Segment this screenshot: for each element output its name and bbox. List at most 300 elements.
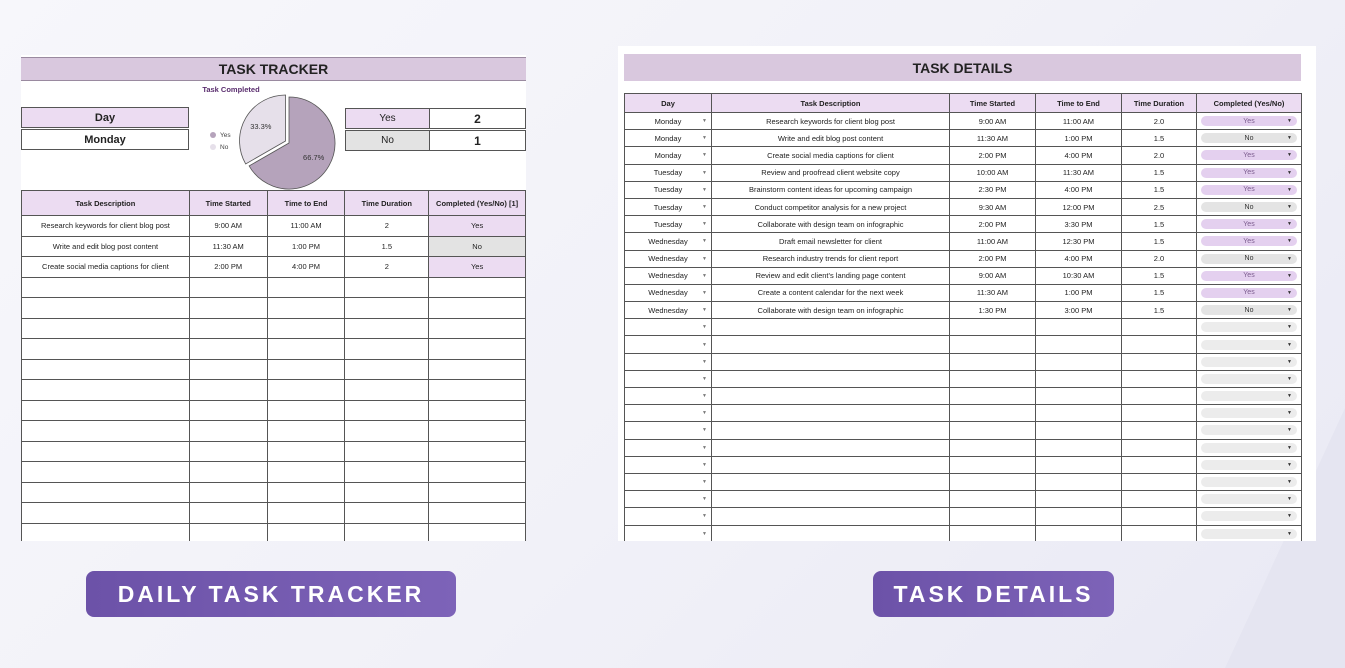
empty-cell[interactable] [22, 482, 190, 503]
empty-cell[interactable] [189, 298, 267, 319]
completed-dropdown-cell[interactable] [1197, 473, 1302, 490]
table-cell[interactable]: 1.5 [345, 236, 429, 257]
completed-dropdown-cell[interactable] [1197, 233, 1302, 250]
completed-status-chip[interactable] [1201, 185, 1297, 195]
caret-down-icon[interactable]: ▼ [702, 444, 707, 451]
completed-status-chip[interactable] [1201, 322, 1297, 332]
caret-down-icon[interactable]: ▼ [702, 169, 707, 176]
table-cell[interactable]: 12:00 PM [1036, 198, 1122, 215]
table-cell[interactable]: 2:00 PM [950, 250, 1036, 267]
caret-down-icon[interactable]: ▼ [702, 118, 707, 125]
table-cell[interactable]: 9:00 AM [950, 267, 1036, 284]
caret-down-icon[interactable]: ▼ [702, 324, 707, 331]
completed-dropdown-cell[interactable] [1197, 284, 1302, 301]
table-cell[interactable]: Collaborate with design team on infographic [712, 302, 950, 319]
table-cell[interactable]: Research keywords for client blog post [22, 216, 190, 237]
empty-cell[interactable] [345, 339, 429, 360]
table-cell[interactable]: 1.5 [1122, 164, 1197, 181]
caret-down-icon[interactable]: ▼ [1287, 358, 1292, 365]
caret-down-icon[interactable]: ▼ [1287, 169, 1292, 176]
day-dropdown-cell[interactable] [625, 336, 712, 353]
caret-down-icon[interactable]: ▼ [1287, 289, 1292, 296]
table-cell[interactable]: Review and proofread client website copy [712, 164, 950, 181]
empty-cell[interactable] [429, 339, 526, 360]
day-dropdown-cell[interactable] [625, 198, 712, 215]
table-cell[interactable] [712, 456, 950, 473]
table-cell[interactable] [1036, 473, 1122, 490]
caret-down-icon[interactable]: ▼ [702, 496, 707, 503]
completed-status-chip[interactable] [1201, 133, 1297, 143]
table-cell[interactable]: Collaborate with design team on infographic [712, 216, 950, 233]
table-cell[interactable]: 11:30 AM [1036, 164, 1122, 181]
caret-down-icon[interactable]: ▼ [702, 513, 707, 520]
completed-status-chip[interactable] [1201, 236, 1297, 246]
empty-cell[interactable] [429, 462, 526, 483]
table-cell[interactable] [1036, 336, 1122, 353]
completed-status-chip[interactable] [1201, 477, 1297, 487]
day-dropdown-cell[interactable] [625, 405, 712, 422]
table-cell[interactable] [712, 422, 950, 439]
caret-down-icon[interactable]: ▼ [1287, 204, 1292, 211]
table-cell[interactable]: 1.5 [1122, 181, 1197, 198]
caret-down-icon[interactable]: ▼ [1287, 135, 1292, 142]
day-dropdown-cell[interactable] [625, 130, 712, 147]
completed-dropdown-cell[interactable] [1197, 130, 1302, 147]
day-dropdown-cell[interactable] [625, 491, 712, 508]
completed-dropdown-cell[interactable] [1197, 319, 1302, 336]
table-cell[interactable] [1036, 388, 1122, 405]
empty-cell[interactable] [267, 441, 345, 462]
empty-cell[interactable] [189, 441, 267, 462]
table-cell[interactable]: Draft email newsletter for client [712, 233, 950, 250]
caret-down-icon[interactable]: ▼ [702, 152, 707, 159]
table-cell[interactable]: 9:00 AM [950, 113, 1036, 130]
table-cell[interactable]: 10:30 AM [1036, 267, 1122, 284]
empty-cell[interactable] [189, 482, 267, 503]
table-cell[interactable] [1122, 439, 1197, 456]
empty-cell[interactable] [345, 421, 429, 442]
empty-cell[interactable] [189, 380, 267, 401]
table-cell[interactable]: Research industry trends for client report [712, 250, 950, 267]
table-cell[interactable]: Write and edit blog post content [712, 130, 950, 147]
caret-down-icon[interactable]: ▼ [1287, 186, 1292, 193]
table-cell[interactable]: 1.5 [1122, 284, 1197, 301]
completed-status-chip[interactable] [1201, 443, 1297, 453]
empty-cell[interactable] [267, 318, 345, 339]
empty-cell[interactable] [267, 400, 345, 421]
day-dropdown-cell[interactable] [625, 353, 712, 370]
table-cell[interactable]: 2:00 PM [950, 216, 1036, 233]
day-dropdown-cell[interactable] [625, 508, 712, 525]
caret-down-icon[interactable]: ▼ [702, 307, 707, 314]
completed-dropdown-cell[interactable] [1197, 353, 1302, 370]
empty-cell[interactable] [267, 298, 345, 319]
empty-cell[interactable] [267, 462, 345, 483]
caret-down-icon[interactable]: ▼ [1287, 513, 1292, 520]
table-cell[interactable]: Create a content calendar for the next week [712, 284, 950, 301]
caret-down-icon[interactable]: ▼ [702, 461, 707, 468]
caret-down-icon[interactable]: ▼ [702, 375, 707, 382]
table-cell[interactable]: 2:30 PM [950, 181, 1036, 198]
completed-status-chip[interactable] [1201, 168, 1297, 178]
table-cell[interactable] [712, 525, 950, 541]
empty-cell[interactable] [22, 339, 190, 360]
table-cell[interactable] [1036, 491, 1122, 508]
table-cell[interactable]: Conduct competitor analysis for a new project [712, 198, 950, 215]
table-cell[interactable]: 11:00 AM [1036, 113, 1122, 130]
table-cell[interactable]: Yes [429, 216, 526, 237]
table-cell[interactable] [1122, 319, 1197, 336]
empty-cell[interactable] [345, 277, 429, 298]
table-cell[interactable]: 1.5 [1122, 216, 1197, 233]
table-cell[interactable]: Review and edit client's landing page content [712, 267, 950, 284]
empty-cell[interactable] [22, 441, 190, 462]
caret-down-icon[interactable]: ▼ [1287, 479, 1292, 486]
table-cell[interactable] [1122, 422, 1197, 439]
empty-cell[interactable] [267, 421, 345, 442]
caret-down-icon[interactable]: ▼ [702, 255, 707, 262]
empty-cell[interactable] [345, 298, 429, 319]
completed-status-chip[interactable] [1201, 374, 1297, 384]
day-dropdown-cell[interactable] [625, 439, 712, 456]
table-cell[interactable] [712, 405, 950, 422]
table-cell[interactable] [950, 439, 1036, 456]
empty-cell[interactable] [189, 421, 267, 442]
empty-cell[interactable] [22, 318, 190, 339]
day-dropdown-cell[interactable] [625, 267, 712, 284]
table-cell[interactable] [1036, 439, 1122, 456]
caret-down-icon[interactable]: ▼ [1287, 341, 1292, 348]
empty-cell[interactable] [429, 441, 526, 462]
day-dropdown-cell[interactable] [625, 233, 712, 250]
table-cell[interactable] [950, 508, 1036, 525]
completed-dropdown-cell[interactable] [1197, 267, 1302, 284]
empty-cell[interactable] [429, 400, 526, 421]
table-cell[interactable]: 2.5 [1122, 198, 1197, 215]
caret-down-icon[interactable]: ▼ [1287, 375, 1292, 382]
day-dropdown-cell[interactable] [625, 113, 712, 130]
table-cell[interactable] [1122, 370, 1197, 387]
completed-dropdown-cell[interactable] [1197, 405, 1302, 422]
empty-cell[interactable] [22, 359, 190, 380]
completed-status-chip[interactable] [1201, 391, 1297, 401]
completed-dropdown-cell[interactable] [1197, 491, 1302, 508]
table-cell[interactable] [1122, 491, 1197, 508]
table-cell[interactable]: 1.5 [1122, 130, 1197, 147]
completed-dropdown-cell[interactable] [1197, 113, 1302, 130]
table-cell[interactable]: 9:00 AM [189, 216, 267, 237]
table-cell[interactable]: 4:00 PM [1036, 147, 1122, 164]
caret-down-icon[interactable]: ▼ [702, 410, 707, 417]
table-cell[interactable]: Write and edit blog post content [22, 236, 190, 257]
caret-down-icon[interactable]: ▼ [1287, 444, 1292, 451]
table-cell[interactable] [950, 319, 1036, 336]
table-cell[interactable]: 1:00 PM [1036, 130, 1122, 147]
table-cell[interactable] [1122, 405, 1197, 422]
empty-cell[interactable] [22, 462, 190, 483]
caret-down-icon[interactable]: ▼ [702, 479, 707, 486]
table-cell[interactable] [712, 353, 950, 370]
table-cell[interactable]: 2:00 PM [189, 257, 267, 278]
empty-cell[interactable] [267, 482, 345, 503]
empty-cell[interactable] [267, 359, 345, 380]
table-cell[interactable] [1122, 456, 1197, 473]
day-dropdown-cell[interactable] [625, 250, 712, 267]
table-cell[interactable] [1122, 473, 1197, 490]
table-cell[interactable]: 2.0 [1122, 113, 1197, 130]
table-cell[interactable] [712, 388, 950, 405]
day-dropdown-cell[interactable] [625, 319, 712, 336]
table-cell[interactable] [1122, 353, 1197, 370]
completed-dropdown-cell[interactable] [1197, 302, 1302, 319]
table-cell[interactable] [950, 370, 1036, 387]
empty-cell[interactable] [189, 462, 267, 483]
day-dropdown-cell[interactable] [625, 525, 712, 541]
completed-status-chip[interactable] [1201, 357, 1297, 367]
caret-down-icon[interactable]: ▼ [1287, 221, 1292, 228]
table-cell[interactable]: No [429, 236, 526, 257]
table-cell[interactable] [1036, 405, 1122, 422]
caret-down-icon[interactable]: ▼ [702, 427, 707, 434]
empty-cell[interactable] [267, 277, 345, 298]
table-cell[interactable] [712, 336, 950, 353]
table-cell[interactable]: 1.5 [1122, 267, 1197, 284]
caret-down-icon[interactable]: ▼ [1287, 118, 1292, 125]
table-cell[interactable] [1036, 370, 1122, 387]
table-cell[interactable] [712, 439, 950, 456]
caret-down-icon[interactable]: ▼ [702, 289, 707, 296]
table-cell[interactable]: 3:00 PM [1036, 302, 1122, 319]
table-cell[interactable] [950, 456, 1036, 473]
empty-cell[interactable] [189, 503, 267, 524]
empty-cell[interactable] [345, 482, 429, 503]
empty-cell[interactable] [345, 441, 429, 462]
completed-dropdown-cell[interactable] [1197, 216, 1302, 233]
table-cell[interactable]: Research keywords for client blog post [712, 113, 950, 130]
table-cell[interactable]: 1:00 PM [267, 236, 345, 257]
table-cell[interactable]: 1.5 [1122, 302, 1197, 319]
caret-down-icon[interactable]: ▼ [1287, 238, 1292, 245]
caret-down-icon[interactable]: ▼ [1287, 410, 1292, 417]
table-cell[interactable]: 3:30 PM [1036, 216, 1122, 233]
table-cell[interactable] [950, 422, 1036, 439]
table-cell[interactable]: Create social media captions for client [712, 147, 950, 164]
empty-cell[interactable] [429, 421, 526, 442]
day-dropdown-cell[interactable] [625, 456, 712, 473]
completed-dropdown-cell[interactable] [1197, 525, 1302, 541]
caret-down-icon[interactable]: ▼ [702, 238, 707, 245]
empty-cell[interactable] [429, 380, 526, 401]
empty-cell[interactable] [22, 277, 190, 298]
table-cell[interactable]: 1:00 PM [1036, 284, 1122, 301]
table-cell[interactable]: 2 [345, 216, 429, 237]
table-cell[interactable] [950, 473, 1036, 490]
caret-down-icon[interactable]: ▼ [1287, 393, 1292, 400]
completed-dropdown-cell[interactable] [1197, 508, 1302, 525]
table-cell[interactable]: 11:30 AM [189, 236, 267, 257]
table-cell[interactable] [712, 319, 950, 336]
completed-dropdown-cell[interactable] [1197, 198, 1302, 215]
completed-status-chip[interactable] [1201, 494, 1297, 504]
empty-cell[interactable] [189, 523, 267, 541]
empty-cell[interactable] [345, 318, 429, 339]
table-cell[interactable] [1122, 388, 1197, 405]
completed-status-chip[interactable] [1201, 425, 1297, 435]
table-cell[interactable]: 2.0 [1122, 250, 1197, 267]
completed-dropdown-cell[interactable] [1197, 336, 1302, 353]
day-dropdown-cell[interactable] [625, 370, 712, 387]
caret-down-icon[interactable]: ▼ [702, 221, 707, 228]
table-cell[interactable]: Create social media captions for client [22, 257, 190, 278]
table-cell[interactable]: 11:30 AM [950, 284, 1036, 301]
day-dropdown-cell[interactable] [625, 147, 712, 164]
table-cell[interactable] [1036, 353, 1122, 370]
table-cell[interactable]: 4:00 PM [1036, 181, 1122, 198]
completed-dropdown-cell[interactable] [1197, 456, 1302, 473]
caret-down-icon[interactable]: ▼ [1287, 461, 1292, 468]
empty-cell[interactable] [22, 503, 190, 524]
table-cell[interactable]: 4:00 PM [1036, 250, 1122, 267]
table-cell[interactable] [712, 370, 950, 387]
empty-cell[interactable] [189, 400, 267, 421]
completed-dropdown-cell[interactable] [1197, 388, 1302, 405]
empty-cell[interactable] [429, 277, 526, 298]
table-cell[interactable] [1122, 336, 1197, 353]
completed-status-chip[interactable] [1201, 529, 1297, 539]
empty-cell[interactable] [189, 359, 267, 380]
caret-down-icon[interactable]: ▼ [702, 204, 707, 211]
day-value-cell[interactable]: Monday [21, 129, 189, 150]
empty-cell[interactable] [429, 318, 526, 339]
completed-status-chip[interactable] [1201, 150, 1297, 160]
table-cell[interactable] [1036, 456, 1122, 473]
completed-status-chip[interactable] [1201, 288, 1297, 298]
completed-status-chip[interactable] [1201, 271, 1297, 281]
empty-cell[interactable] [429, 298, 526, 319]
completed-status-chip[interactable] [1201, 340, 1297, 350]
empty-cell[interactable] [189, 277, 267, 298]
completed-status-chip[interactable] [1201, 460, 1297, 470]
day-dropdown-cell[interactable] [625, 388, 712, 405]
table-cell[interactable]: 4:00 PM [267, 257, 345, 278]
empty-cell[interactable] [267, 339, 345, 360]
empty-cell[interactable] [22, 421, 190, 442]
completed-dropdown-cell[interactable] [1197, 181, 1302, 198]
empty-cell[interactable] [189, 318, 267, 339]
caret-down-icon[interactable]: ▼ [702, 358, 707, 365]
completed-dropdown-cell[interactable] [1197, 250, 1302, 267]
table-cell[interactable] [950, 336, 1036, 353]
caret-down-icon[interactable]: ▼ [702, 530, 707, 537]
table-cell[interactable]: 10:00 AM [950, 164, 1036, 181]
completed-status-chip[interactable] [1201, 202, 1297, 212]
caret-down-icon[interactable]: ▼ [1287, 324, 1292, 331]
table-cell[interactable]: 2:00 PM [950, 147, 1036, 164]
caret-down-icon[interactable]: ▼ [702, 272, 707, 279]
table-cell[interactable]: 12:30 PM [1036, 233, 1122, 250]
table-cell[interactable]: 11:30 AM [950, 130, 1036, 147]
completed-dropdown-cell[interactable] [1197, 439, 1302, 456]
table-cell[interactable] [1036, 422, 1122, 439]
empty-cell[interactable] [345, 359, 429, 380]
empty-cell[interactable] [429, 359, 526, 380]
completed-dropdown-cell[interactable] [1197, 422, 1302, 439]
table-cell[interactable]: 2 [345, 257, 429, 278]
completed-status-chip[interactable] [1201, 305, 1297, 315]
table-cell[interactable]: 9:30 AM [950, 198, 1036, 215]
completed-status-chip[interactable] [1201, 511, 1297, 521]
day-dropdown-cell[interactable] [625, 422, 712, 439]
empty-cell[interactable] [345, 523, 429, 541]
day-dropdown-cell[interactable] [625, 216, 712, 233]
table-cell[interactable] [712, 491, 950, 508]
table-cell[interactable] [1036, 319, 1122, 336]
table-cell[interactable] [950, 525, 1036, 541]
caret-down-icon[interactable]: ▼ [702, 341, 707, 348]
caret-down-icon[interactable]: ▼ [1287, 272, 1292, 279]
empty-cell[interactable] [267, 503, 345, 524]
completed-dropdown-cell[interactable] [1197, 147, 1302, 164]
table-cell[interactable] [1122, 525, 1197, 541]
empty-cell[interactable] [267, 523, 345, 541]
empty-cell[interactable] [345, 462, 429, 483]
table-cell[interactable]: 1.5 [1122, 233, 1197, 250]
day-dropdown-cell[interactable] [625, 473, 712, 490]
caret-down-icon[interactable]: ▼ [702, 135, 707, 142]
table-cell[interactable] [950, 353, 1036, 370]
caret-down-icon[interactable]: ▼ [702, 393, 707, 400]
table-cell[interactable] [1036, 525, 1122, 541]
completed-status-chip[interactable] [1201, 408, 1297, 418]
table-cell[interactable] [950, 405, 1036, 422]
completed-status-chip[interactable] [1201, 116, 1297, 126]
empty-cell[interactable] [345, 380, 429, 401]
table-cell[interactable]: 2.0 [1122, 147, 1197, 164]
completed-dropdown-cell[interactable] [1197, 164, 1302, 181]
empty-cell[interactable] [429, 523, 526, 541]
caret-down-icon[interactable]: ▼ [1287, 307, 1292, 314]
caret-down-icon[interactable]: ▼ [1287, 152, 1292, 159]
empty-cell[interactable] [189, 339, 267, 360]
table-cell[interactable] [1122, 508, 1197, 525]
day-dropdown-cell[interactable] [625, 302, 712, 319]
empty-cell[interactable] [22, 523, 190, 541]
caret-down-icon[interactable]: ▼ [1287, 427, 1292, 434]
caret-down-icon[interactable]: ▼ [702, 186, 707, 193]
table-cell[interactable]: 11:00 AM [950, 233, 1036, 250]
caret-down-icon[interactable]: ▼ [1287, 255, 1292, 262]
table-cell[interactable] [712, 508, 950, 525]
table-cell[interactable] [712, 473, 950, 490]
table-cell[interactable]: Yes [429, 257, 526, 278]
empty-cell[interactable] [345, 503, 429, 524]
table-cell[interactable] [950, 388, 1036, 405]
table-cell[interactable] [950, 491, 1036, 508]
table-cell[interactable]: Brainstorm content ideas for upcoming campaign [712, 181, 950, 198]
empty-cell[interactable] [267, 380, 345, 401]
day-dropdown-cell[interactable] [625, 284, 712, 301]
empty-cell[interactable] [22, 380, 190, 401]
caret-down-icon[interactable]: ▼ [1287, 530, 1292, 537]
completed-dropdown-cell[interactable] [1197, 370, 1302, 387]
completed-status-chip[interactable] [1201, 219, 1297, 229]
table-cell[interactable]: 11:00 AM [267, 216, 345, 237]
caret-down-icon[interactable]: ▼ [1287, 496, 1292, 503]
empty-cell[interactable] [345, 400, 429, 421]
table-cell[interactable] [1036, 508, 1122, 525]
empty-cell[interactable] [429, 503, 526, 524]
completed-status-chip[interactable] [1201, 254, 1297, 264]
